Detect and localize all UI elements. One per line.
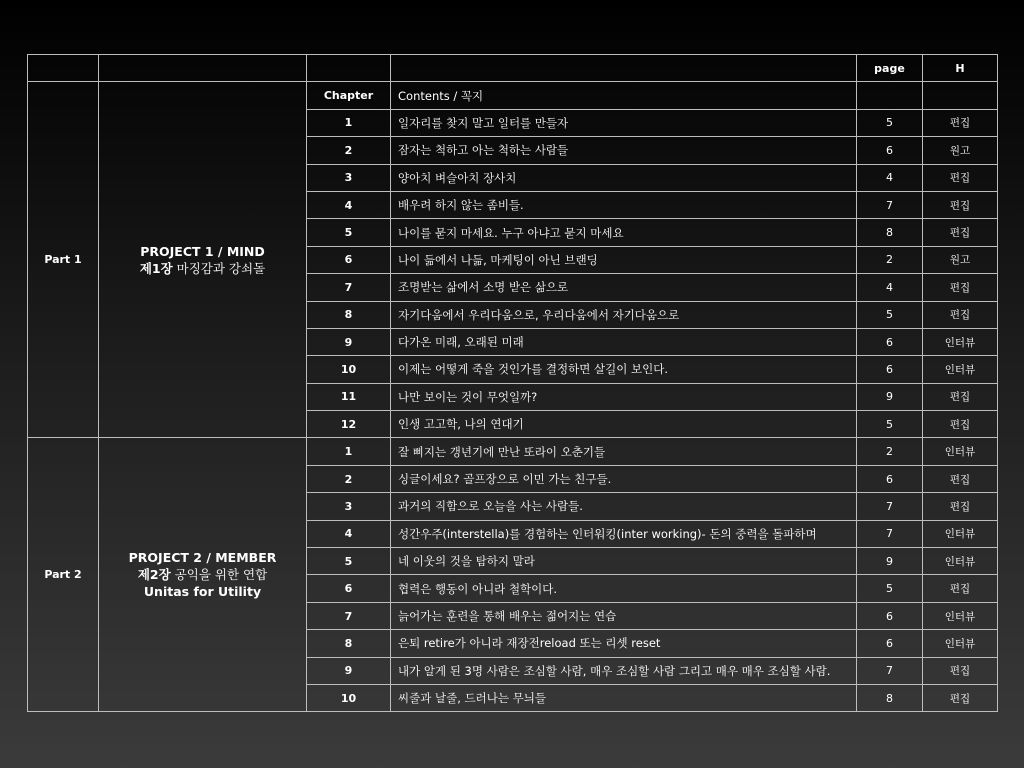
h-status: 편집: [923, 164, 998, 191]
page-value: 7: [857, 657, 923, 684]
page-value: 5: [857, 109, 923, 136]
h-status: 원고: [923, 137, 998, 164]
chapter-content: 나만 보이는 것이 무엇일까?: [391, 383, 857, 410]
project-title-cell: [99, 82, 307, 438]
chapter-content: 과거의 직함으로 오늘을 사는 사람들.: [391, 493, 857, 520]
h-status: 편집: [923, 465, 998, 492]
h-status: 인터뷰: [923, 328, 998, 355]
project-chapter-line: [99, 566, 306, 583]
header-row: [28, 55, 998, 82]
h-status: 편집: [923, 219, 998, 246]
subheader-blank-cell: [857, 82, 923, 109]
chapter-content: 나이 듦에서 나듦, 마케팅이 아닌 브랜딩: [391, 246, 857, 273]
chapter-number: 8: [307, 630, 391, 657]
project-title: PROJECT 1 / MIND: [140, 243, 265, 259]
chapter-number: 1: [307, 438, 391, 465]
chapter-number: 5: [307, 548, 391, 575]
chapter-number: 12: [307, 411, 391, 438]
chapter-number: 7: [307, 274, 391, 301]
chapter-number: 10: [307, 684, 391, 711]
subheader-row: [28, 82, 998, 109]
page-value: 8: [857, 219, 923, 246]
chapter-number: 5: [307, 219, 391, 246]
project-subtitle: Unitas for Utility: [143, 584, 262, 600]
chapter-content: 늙어가는 훈련을 통해 배우는 젊어지는 연습: [391, 602, 857, 629]
chapter-content: 이제는 어떻게 죽을 것인가를 결정하면 살길이 보인다.: [391, 356, 857, 383]
chapter-number: 6: [307, 575, 391, 602]
h-status: 편집: [923, 191, 998, 218]
page-value: 9: [857, 548, 923, 575]
h-status: 인터뷰: [923, 520, 998, 547]
chapter-content: 네 이웃의 것을 탐하지 말라: [391, 548, 857, 575]
chapter-number: 9: [307, 328, 391, 355]
chapter-number: 2: [307, 465, 391, 492]
contents-table-body: [28, 55, 998, 712]
contents-table: [27, 54, 998, 712]
chapter-number: 3: [307, 493, 391, 520]
h-status: 인터뷰: [923, 630, 998, 657]
chapter-content: 일자리를 찾지 말고 일터를 만들자: [391, 109, 857, 136]
chapter-number: 10: [307, 356, 391, 383]
chapter-content: 다가온 미래, 오래된 미래: [391, 328, 857, 355]
chapter-content: 싱글이세요? 골프장으로 이민 가는 친구들.: [391, 465, 857, 492]
subheader-blank-cell: [923, 82, 998, 109]
chapter-content: 인생 고고학, 나의 연대기: [391, 411, 857, 438]
chapter-number: 3: [307, 164, 391, 191]
chapter-column-header: Chapter: [307, 82, 391, 109]
page-value: 7: [857, 520, 923, 547]
h-status: 편집: [923, 411, 998, 438]
chapter-number: 4: [307, 520, 391, 547]
chapter-number: 2: [307, 137, 391, 164]
h-status: 편집: [923, 301, 998, 328]
chapter-number: 1: [307, 109, 391, 136]
page-value: 4: [857, 274, 923, 301]
h-status: 인터뷰: [923, 356, 998, 383]
h-status: 편집: [923, 657, 998, 684]
chapter-content: 내가 알게 된 3명 사람은 조심할 사람, 매우 조심할 사람 그리고 매우 매우 조심할 사람.: [391, 657, 857, 684]
chapter-number: 11: [307, 383, 391, 410]
page-value: 6: [857, 137, 923, 164]
chapter-content: 잘 삐지는 갱년기에 만난 또라이 오춘기들: [391, 438, 857, 465]
page-value: 9: [857, 383, 923, 410]
h-status: 인터뷰: [923, 602, 998, 629]
h-column-header: H: [923, 55, 998, 82]
page-value: 7: [857, 191, 923, 218]
header-blank-cell: [99, 55, 307, 82]
h-status: 편집: [923, 109, 998, 136]
chapter-content: 조명받는 삶에서 소명 받은 삶으로: [391, 274, 857, 301]
part-label: Part 2: [28, 438, 99, 712]
page-value: 8: [857, 684, 923, 711]
project-chapter-number: 제2장: [137, 567, 171, 583]
page-value: 4: [857, 164, 923, 191]
chapter-number: 8: [307, 301, 391, 328]
page-value: 2: [857, 246, 923, 273]
project-title-cell: [99, 438, 307, 712]
project-chapter-name: 마징감과 강쇠돌: [172, 260, 266, 276]
contents-column-header: Contents / 꼭지: [391, 82, 857, 109]
h-status: 편집: [923, 274, 998, 301]
page-value: 6: [857, 630, 923, 657]
chapter-content: 성간우주(interstella)를 경험하는 인터워킹(inter working)- 돈의 중력을 돌파하며: [391, 520, 857, 547]
page-value: 5: [857, 301, 923, 328]
page-value: 7: [857, 493, 923, 520]
part-label: Part 1: [28, 82, 99, 438]
page-value: 5: [857, 575, 923, 602]
header-blank-cell: [391, 55, 857, 82]
header-blank-cell: [28, 55, 99, 82]
page-value: 6: [857, 465, 923, 492]
h-status: 인터뷰: [923, 438, 998, 465]
chapter-content: 은퇴 retire가 아니라 재장전reload 또는 리셋 reset: [391, 630, 857, 657]
project-chapter-name: 공익을 위한 연합: [170, 567, 268, 583]
h-status: 인터뷰: [923, 548, 998, 575]
chapter-content: 씨줄과 날줄, 드러나는 무늬들: [391, 684, 857, 711]
header-blank-cell: [307, 55, 391, 82]
table-row: [28, 438, 998, 465]
page-column-header: page: [857, 55, 923, 82]
chapter-number: 7: [307, 602, 391, 629]
h-status: 편집: [923, 493, 998, 520]
chapter-content: 잠자는 척하고 아는 척하는 사람들: [391, 137, 857, 164]
h-status: 편집: [923, 575, 998, 602]
h-status: 편집: [923, 383, 998, 410]
page-value: 6: [857, 328, 923, 355]
project-chapter-line: [99, 260, 306, 277]
project-chapter-number: 제1장: [139, 260, 173, 276]
page-value: 5: [857, 411, 923, 438]
page-value: 6: [857, 602, 923, 629]
chapter-content: 배우려 하지 않는 좀비들.: [391, 191, 857, 218]
page-value: 6: [857, 356, 923, 383]
chapter-content: 나이를 묻지 마세요. 누구 아냐고 묻지 마세요: [391, 219, 857, 246]
h-status: 편집: [923, 684, 998, 711]
chapter-number: 6: [307, 246, 391, 273]
chapter-content: 협력은 행동이 아니라 철학이다.: [391, 575, 857, 602]
chapter-content: 자기다움에서 우리다움으로, 우리다움에서 자기다움으로: [391, 301, 857, 328]
chapter-content: 양아치 벼슬아치 장사치: [391, 164, 857, 191]
project-title: PROJECT 2 / MEMBER: [128, 550, 277, 566]
chapter-number: 4: [307, 191, 391, 218]
chapter-number: 9: [307, 657, 391, 684]
page-value: 2: [857, 438, 923, 465]
h-status: 원고: [923, 246, 998, 273]
